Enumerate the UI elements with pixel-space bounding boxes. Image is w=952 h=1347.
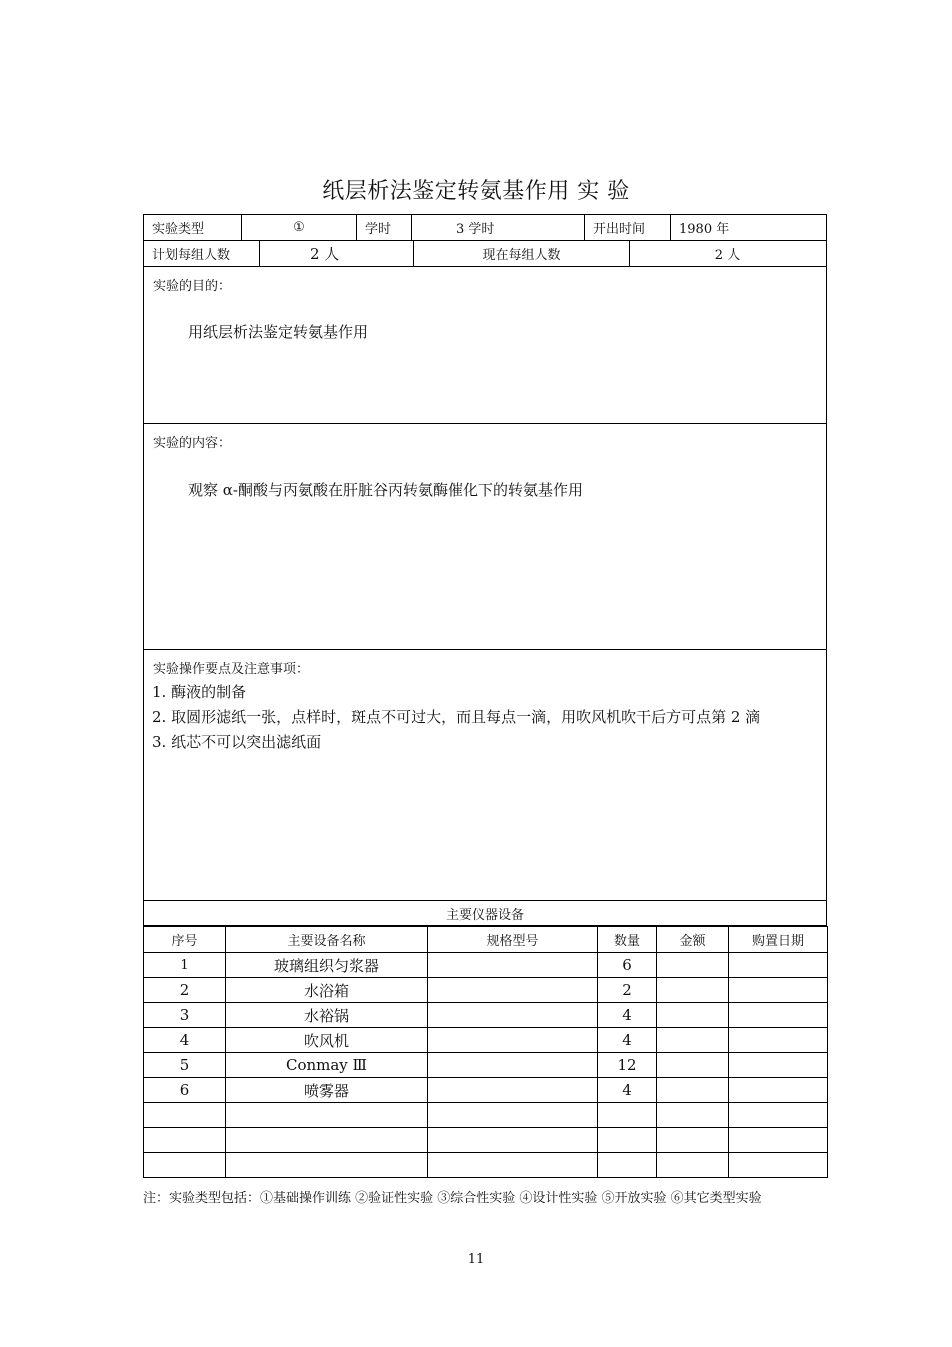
- start-value: 1980 年: [679, 222, 730, 237]
- hours-label: 学时: [357, 215, 412, 240]
- cell-name: 喷雾器: [226, 1078, 428, 1103]
- type-value: ①: [242, 215, 357, 240]
- cell-name: [226, 1153, 428, 1178]
- content-section: [143, 424, 827, 650]
- equipment-header-row: [144, 927, 828, 953]
- cell-index: 1: [144, 953, 226, 978]
- cell-name: 水裕锅: [226, 1003, 428, 1028]
- cell-quantity: [598, 1103, 657, 1128]
- cell-quantity: 4: [598, 1078, 657, 1103]
- cell-purchase-date: [729, 1128, 828, 1153]
- info-row-2: [143, 241, 827, 267]
- cell-model: [428, 1103, 598, 1128]
- planned-value: 2 人: [260, 241, 414, 266]
- col-header-amount: 金额: [657, 927, 729, 953]
- table-row: [144, 1003, 828, 1028]
- cell-amount: [657, 1003, 729, 1028]
- cell-name: 吹风机: [226, 1028, 428, 1053]
- note-item-3: 3. 纸芯不可以突出滤纸面: [152, 733, 322, 751]
- table-row: [144, 1053, 828, 1078]
- info-row-1: [143, 214, 827, 241]
- cell-amount: [657, 978, 729, 1003]
- purpose-label: 实验的目的：: [153, 279, 232, 294]
- cell-amount: [657, 1103, 729, 1128]
- planned-label: 计划每组人数: [144, 241, 260, 266]
- purpose-text: 用纸层析法鉴定转氨基作用: [188, 323, 369, 341]
- cell-amount: [657, 1028, 729, 1053]
- start-label: 开出时间: [585, 215, 671, 240]
- hours-value: 3 学时: [412, 215, 585, 240]
- cell-amount: [657, 1128, 729, 1153]
- type-label: 实验类型: [144, 215, 242, 240]
- cell-purchase-date: [729, 1078, 828, 1103]
- cell-index: [144, 1103, 226, 1128]
- cell-purchase-date: [729, 978, 828, 1003]
- cell-model: [428, 1128, 598, 1153]
- cell-model: [428, 978, 598, 1003]
- document-title: 纸层析法鉴定转氨基作用 实 验: [322, 179, 630, 204]
- table-row: [144, 1028, 828, 1053]
- cell-quantity: 4: [598, 1028, 657, 1053]
- cell-quantity: 2: [598, 978, 657, 1003]
- col-header-name: 主要设备名称: [226, 927, 428, 953]
- cell-purchase-date: [729, 1028, 828, 1053]
- cell-quantity: 6: [598, 953, 657, 978]
- cell-name: 水浴箱: [226, 978, 428, 1003]
- cell-model: [428, 1078, 598, 1103]
- footnote: 注：实验类型包括：①基础操作训练 ②验证性实验 ③综合性实验 ④设计性实验 ⑤开放实验 ⑥其它类型实验: [143, 1191, 762, 1206]
- equipment-table: [143, 926, 828, 1178]
- cell-purchase-date: [729, 1053, 828, 1078]
- cell-purchase-date: [729, 1103, 828, 1128]
- purpose-section: [143, 267, 827, 424]
- cell-purchase-date: [729, 1153, 828, 1178]
- cell-name: 玻璃组织匀浆器: [226, 953, 428, 978]
- cell-name: [226, 1103, 428, 1128]
- table-row: [144, 953, 828, 978]
- cell-purchase-date: [729, 953, 828, 978]
- table-row: [144, 978, 828, 1003]
- current-label: 现在每组人数: [414, 241, 630, 266]
- table-row: [144, 1128, 828, 1153]
- cell-index: [144, 1128, 226, 1153]
- content-text: 观察 α-酮酸与丙氨酸在肝脏谷丙转氨酶催化下的转氨基作用: [188, 481, 583, 499]
- cell-amount: [657, 1153, 729, 1178]
- cell-index: 4: [144, 1028, 226, 1053]
- col-header-model: 规格型号: [428, 927, 598, 953]
- cell-quantity: [598, 1128, 657, 1153]
- cell-index: 6: [144, 1078, 226, 1103]
- table-row: [144, 1103, 828, 1128]
- cell-model: [428, 1053, 598, 1078]
- cell-quantity: 4: [598, 1003, 657, 1028]
- cell-model: [428, 1153, 598, 1178]
- page-number: 11: [467, 1252, 485, 1267]
- cell-quantity: [598, 1153, 657, 1178]
- note-item-2: 2. 取圆形滤纸一张，点样时，斑点不可过大，而且每点一滴，用吹风机吹干后方可点第 2 滴: [152, 708, 761, 726]
- cell-index: 3: [144, 1003, 226, 1028]
- cell-purchase-date: [729, 1003, 828, 1028]
- equipment-section-title: 主要仪器设备: [143, 901, 827, 926]
- cell-model: [428, 1003, 598, 1028]
- cell-amount: [657, 953, 729, 978]
- current-value: 2 人: [714, 248, 741, 263]
- cell-model: [428, 953, 598, 978]
- table-row: [144, 1153, 828, 1178]
- content-label: 实验的内容：: [153, 436, 232, 451]
- cell-index: [144, 1153, 226, 1178]
- cell-index: 5: [144, 1053, 226, 1078]
- notes-section: [143, 650, 827, 901]
- cell-index: 2: [144, 978, 226, 1003]
- cell-name: [226, 1128, 428, 1153]
- col-header-index: 序号: [144, 927, 226, 953]
- table-row: [144, 1078, 828, 1103]
- cell-name: Conmay Ⅲ: [226, 1053, 428, 1078]
- col-header-quantity: 数量: [598, 927, 657, 953]
- col-header-purchase-date: 购置日期: [729, 927, 828, 953]
- cell-quantity: 12: [598, 1053, 657, 1078]
- cell-amount: [657, 1053, 729, 1078]
- experiment-sheet: [143, 214, 827, 1178]
- notes-label: 实验操作要点及注意事项：: [153, 662, 310, 677]
- note-item-1: 1. 酶液的制备: [152, 683, 247, 701]
- cell-model: [428, 1028, 598, 1053]
- cell-amount: [657, 1078, 729, 1103]
